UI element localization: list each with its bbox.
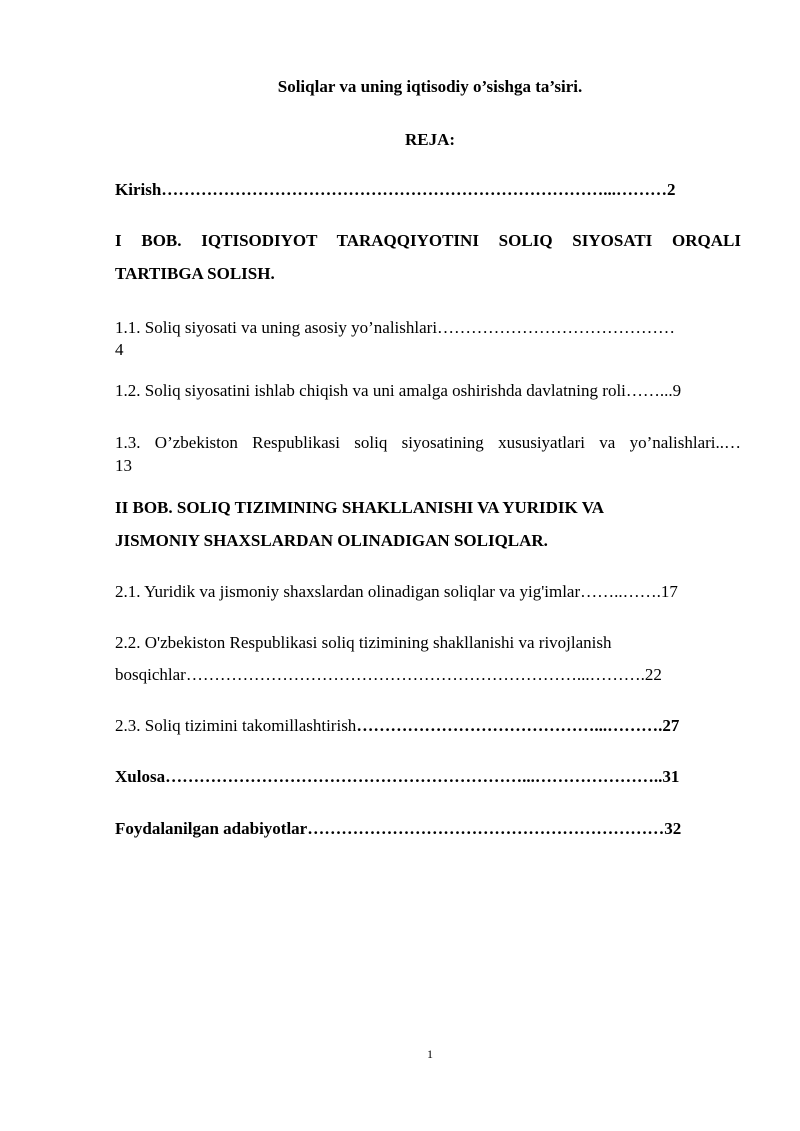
- toc-section-2-3-text: 2.3. Soliq tizimini takomillashtirish: [115, 716, 357, 735]
- toc-chapter2-line1: II BOB. SOLIQ TIZIMINING SHAKLLANISHI VA YURIDIK VA: [115, 498, 605, 517]
- toc-section-1-3-page: 13: [115, 456, 132, 475]
- plan-heading: REJA:: [404, 130, 456, 149]
- toc-section-2-3-leader: ……………………………………...……….27: [356, 716, 680, 735]
- toc-section-2-2-line1: 2.2. O'zbekiston Respublikasi soliq tizimining shakllanishi va rivojlanish: [115, 633, 612, 652]
- toc-chapter1-line2: TARTIBGA SOLISH.: [115, 264, 275, 283]
- toc-section-2-3: [115, 714, 741, 738]
- page-number: 1: [427, 1047, 433, 1061]
- toc-section-2-2-line2: bosqichlar……………………………………………………………...……….22: [115, 665, 662, 684]
- toc-section-1-1: 1.1. Soliq siyosati va uning asosiy yo’nalishlari……………………………………: [115, 318, 676, 337]
- toc-section-2-1: 2.1. Yuridik va jismoniy shaxslardan olinadigan soliqlar va yig'imlar……..…….17: [115, 582, 678, 601]
- toc-section-1-3: 1.3. O’zbekiston Respublikasi soliq siyosatining xususiyatlari va yo’nalishlari..…: [115, 433, 741, 452]
- document-title: Soliqlar va uning iqtisodiy o’sishga ta’siri.: [277, 77, 583, 96]
- toc-section-1-1-page: 4: [115, 340, 124, 359]
- toc-intro: Kirish……………………………………………………………………...………2: [115, 180, 676, 199]
- toc-chapter2-line2: JISMONIY SHAXSLARDAN OLINADIGAN SOLIQLAR.: [115, 531, 548, 550]
- toc-section-1-2: 1.2. Soliq siyosatini ishlab chiqish va uni amalga oshirishda davlatning roli……...9: [115, 381, 682, 400]
- toc-chapter1-line1: I BOB. IQTISODIYOT TARAQQIYOTINI SOLIQ SIYOSATI ORQALI: [115, 231, 741, 250]
- toc-conclusion: Xulosa………………………………………………………...…………………..31: [115, 767, 680, 786]
- toc-references: Foydalanilgan adabiyotlar………………………………………………………32: [115, 819, 682, 838]
